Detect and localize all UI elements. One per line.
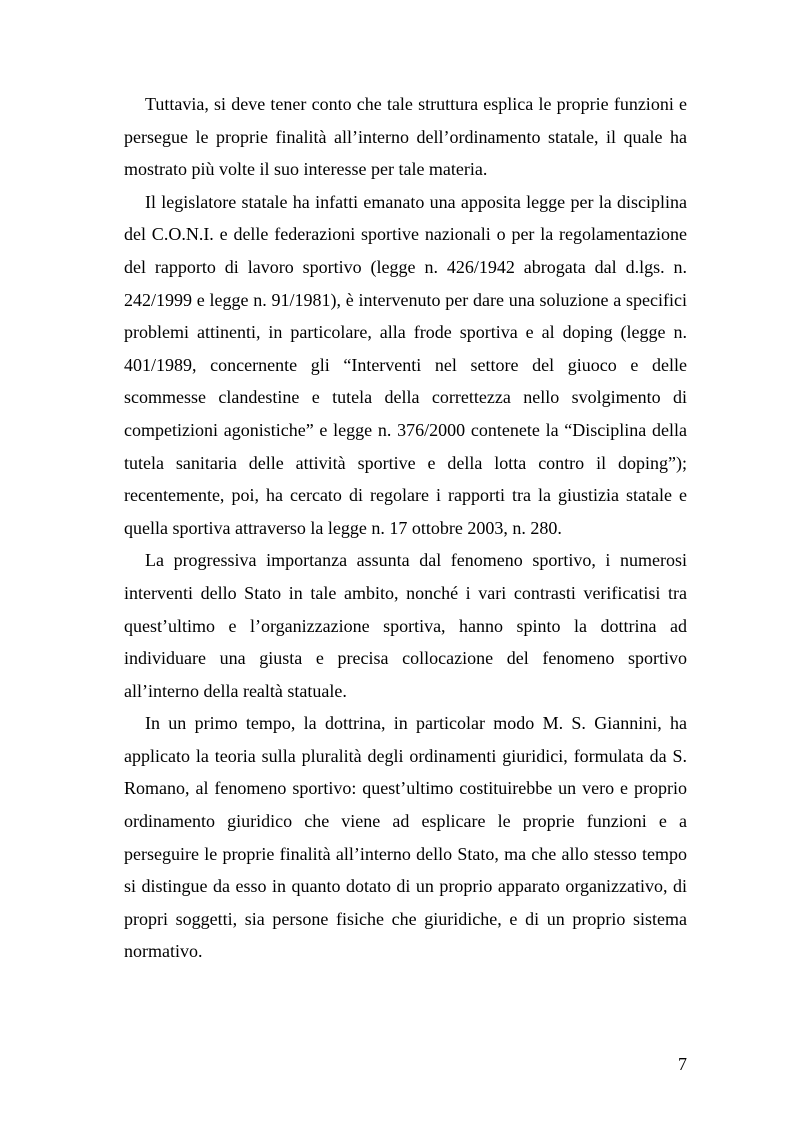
page-number: 7 bbox=[678, 1054, 687, 1074]
paragraph-3: La progressiva importanza assunta dal fenomeno sportivo, i numerosi interventi dello Stato in tale ambito, nonché i vari contrasti verificatisi tra quest’ultimo e l’organizzazione sportiva, hanno spinto la dottrina ad individuare una giusta e precisa collocazione del fenomeno sportivo all’interno della realtà statuale. bbox=[124, 550, 687, 701]
paragraph-1: Tuttavia, si deve tener conto che tale struttura esplica le proprie funzioni e persegue le proprie finalità all’interno dell’ordinamento statale, il quale ha mostrato più volte il suo interesse per tale materia. bbox=[124, 94, 687, 180]
paragraph-2: Il legislatore statale ha infatti emanato una apposita legge per la disciplina del C.O.N.I. e delle federazioni sportive nazionali o per la regolamentazione del rapporto di lavoro sportivo (legge n. 426/1942 abrogata dal d.lgs. n. 242/1999 e legge n. 91/1981), è intervenuto per dare una soluzione a specifici problemi attinenti, in particolare, alla frode sportiva e al doping (legge n. 401/1989, concernente gli “Interventi nel settore del giuoco e delle scommesse clandestine e tutela della correttezza nello svolgimento di competizioni agonistiche” e legge n. 376/2000 contenete la “Disciplina della tutela sanitaria delle attività sportive e della lotta contro il doping”); recentemente, poi, ha cercato di regolare i rapporti tra la giustizia statale e quella sportiva attraverso la legge n. 17 ottobre 2003, n. 280. bbox=[124, 191, 687, 538]
body-text bbox=[124, 88, 687, 968]
paragraph-4: In un primo tempo, la dottrina, in particolar modo M. S. Giannini, ha applicato la teoria sulla pluralità degli ordinamenti giuridici, formulata da S. Romano, al fenomeno sportivo: quest’ultimo costituirebbe un vero e proprio ordinamento giuridico che viene ad esplicare le proprie funzioni e a perseguire le proprie finalità all’interno dello Stato, ma che allo stesso tempo si distingue da esso in quanto dotato di un proprio apparato organizzativo, di propri soggetti, sia persone fisiche che giuridiche, e di un proprio sistema normativo. bbox=[124, 713, 687, 962]
